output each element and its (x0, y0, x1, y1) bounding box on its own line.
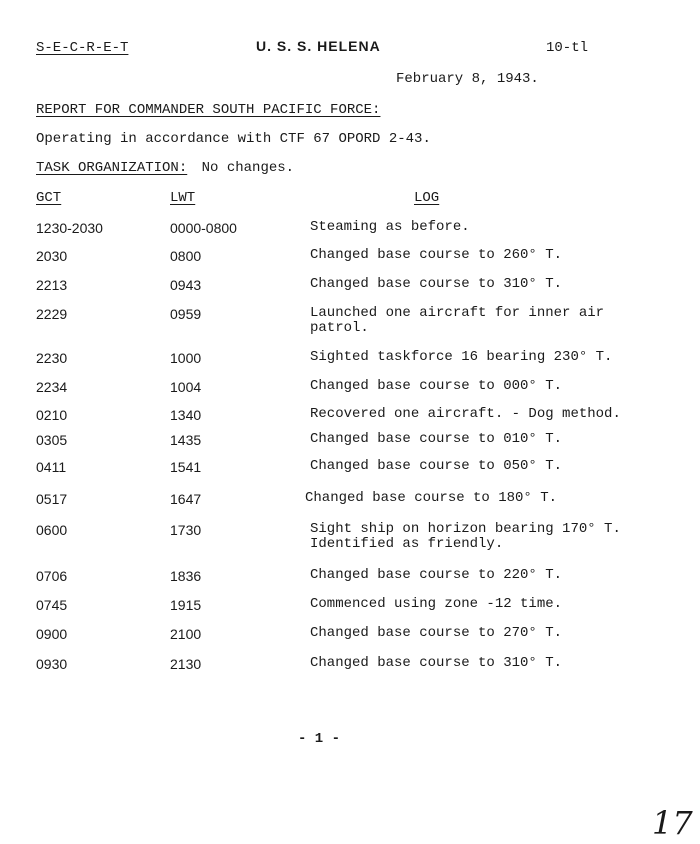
gct-cell: 0600 (36, 522, 68, 538)
log-cell: Commenced using zone -12 time. (310, 596, 563, 612)
gct-cell: 0745 (36, 597, 68, 613)
lwt-cell: 1836 (170, 568, 202, 584)
report-title: REPORT FOR COMMANDER SOUTH PACIFIC FORCE: (36, 102, 381, 118)
log-cell: Changed base course to 000° T. (310, 378, 563, 394)
gct-cell: 0210 (36, 407, 68, 423)
lwt-cell: 0943 (170, 277, 202, 293)
task-organization (36, 160, 294, 176)
lwt-cell: 1730 (170, 522, 202, 538)
log-cell: Recovered one aircraft. - Dog method. (310, 406, 621, 422)
lwt-cell: 0959 (170, 306, 202, 322)
report-date: February 8, 1943. (396, 71, 539, 87)
column-header-gct: GCT (36, 190, 62, 206)
gct-cell: 1230-2030 (36, 220, 103, 236)
gct-cell: 2030 (36, 248, 68, 264)
log-cell: Changed base course to 220° T. (310, 567, 563, 583)
log-cell: Sighted taskforce 16 bearing 230° T. (310, 349, 613, 365)
ship-name: U. S. S. HELENA (256, 38, 381, 54)
lwt-cell: 1340 (170, 407, 202, 423)
lwt-cell: 1541 (170, 459, 202, 475)
task-organization-value: No changes. (201, 160, 295, 176)
task-organization-label: TASK ORGANIZATION: (36, 160, 188, 176)
log-cell: Steaming as before. (310, 219, 470, 235)
lwt-cell: 0000-0800 (170, 220, 237, 236)
log-cell: Sight ship on horizon bearing 170° T. Identified as friendly. (310, 521, 621, 552)
gct-cell: 0930 (36, 656, 68, 672)
lwt-cell: 1000 (170, 350, 202, 366)
log-cell: Changed base course to 050° T. (310, 458, 563, 474)
lwt-cell: 1435 (170, 432, 202, 448)
log-cell: Changed base course to 180° T. (305, 490, 558, 506)
lwt-cell: 1647 (170, 491, 202, 507)
gct-cell: 2234 (36, 379, 68, 395)
log-cell: Launched one aircraft for inner air patrol. (310, 305, 605, 336)
reference-number: 10-tl (546, 40, 589, 56)
gct-cell: 0305 (36, 432, 68, 448)
classification-marking: S-E-C-R-E-T (36, 40, 129, 56)
page-number: - 1 - (298, 731, 341, 747)
gct-cell: 2229 (36, 306, 68, 322)
log-cell: Changed base course to 010° T. (310, 431, 563, 447)
gct-cell: 2230 (36, 350, 68, 366)
lwt-cell: 1915 (170, 597, 202, 613)
handwritten-page-mark: 17 (652, 804, 693, 842)
log-cell: Changed base course to 270° T. (310, 625, 563, 641)
lwt-cell: 2130 (170, 656, 202, 672)
gct-cell: 2213 (36, 277, 68, 293)
log-cell: Changed base course to 310° T. (310, 655, 563, 671)
column-header-lwt: LWT (170, 190, 196, 206)
lwt-cell: 1004 (170, 379, 202, 395)
lwt-cell: 0800 (170, 248, 202, 264)
gct-cell: 0517 (36, 491, 68, 507)
lwt-cell: 2100 (170, 626, 202, 642)
gct-cell: 0706 (36, 568, 68, 584)
gct-cell: 0411 (36, 459, 67, 475)
log-cell: Changed base course to 310° T. (310, 276, 563, 292)
operating-statement: Operating in accordance with CTF 67 OPORD 2-43. (36, 131, 431, 147)
log-cell: Changed base course to 260° T. (310, 247, 563, 263)
gct-cell: 0900 (36, 626, 68, 642)
column-header-log: LOG (414, 190, 440, 206)
